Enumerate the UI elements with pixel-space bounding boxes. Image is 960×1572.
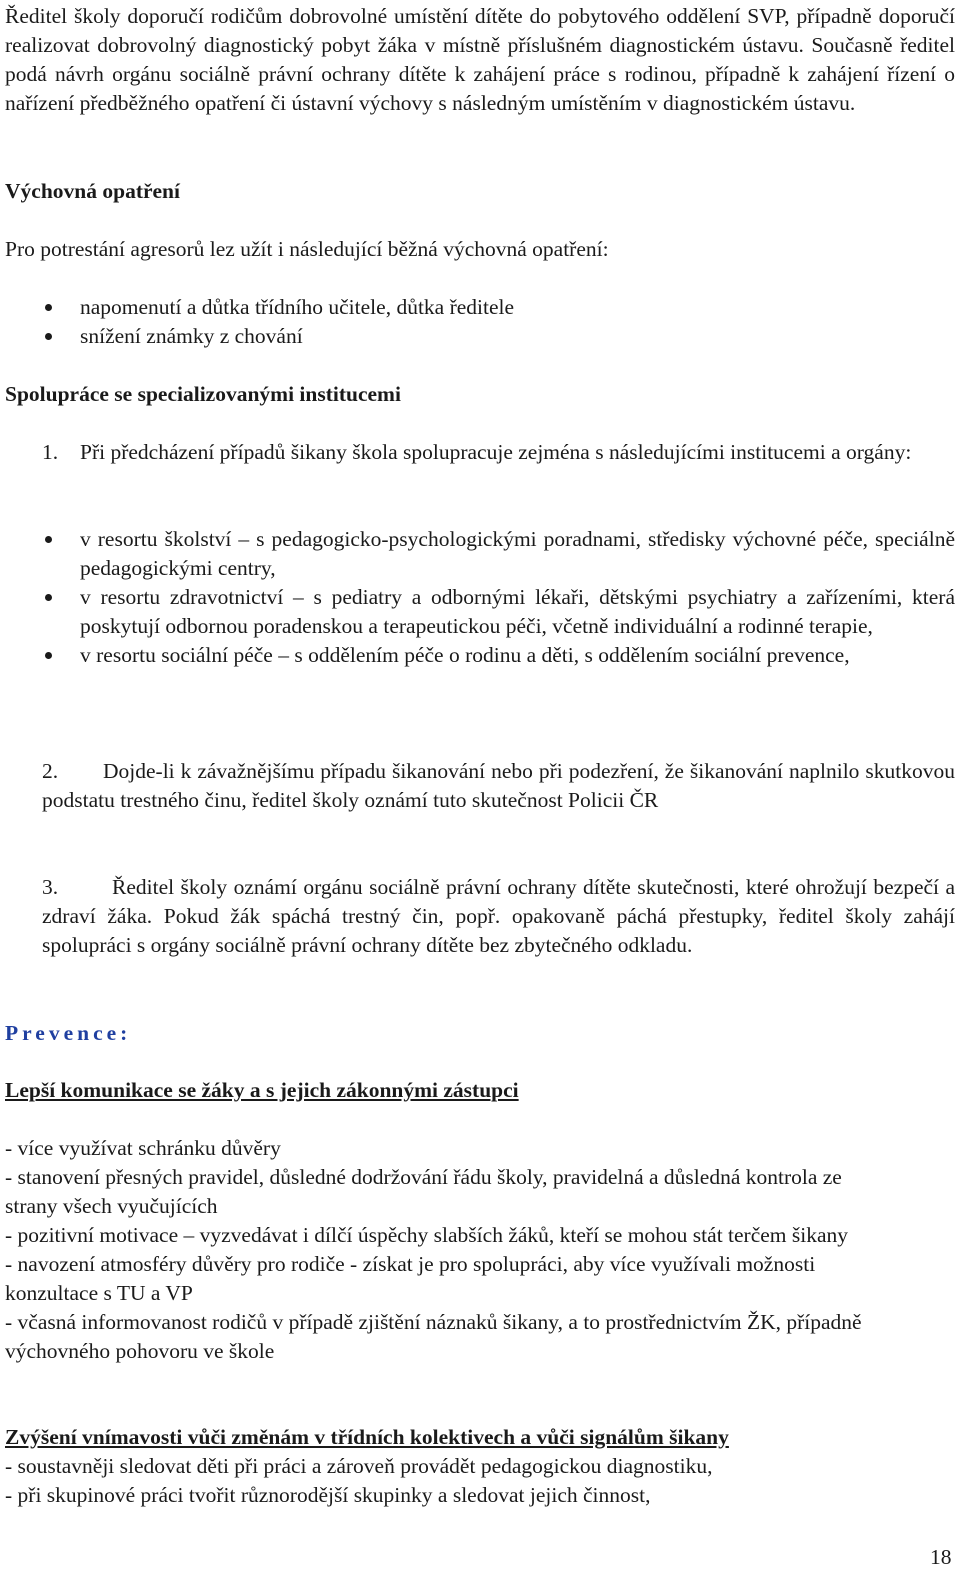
list-item: v resortu zdravotnictví – s pediatry a odbornými lékaři, dětskými psychiatry a zařízeními, která poskytují odbornou poradenskou a terapeutickou péči, včetně individuální a rodinné terapie, xyxy=(5,583,955,641)
bullet-icon xyxy=(45,333,52,340)
list-item: - navození atmosféry důvěry pro rodiče - získat je pro spolupráci, aby více využívali možnosti konzultace s TU a VP xyxy=(5,1252,816,1305)
list-item: v resortu školství – s pedagogicko-psychologickými poradnami, středisky výchovné péče, speciálně pedagogickými centry, xyxy=(5,525,955,583)
vychovna-list xyxy=(5,293,955,351)
numbered-point-1 xyxy=(42,438,955,467)
heading-prevence: Prevence: xyxy=(5,1021,132,1045)
bullet-icon xyxy=(45,304,52,311)
list-item: napomenutí a důtka třídního učitele, důtka ředitele xyxy=(5,293,955,322)
point-text: Ředitel školy oznámí orgánu sociálně právní ochrany dítěte skutečnosti, které ohrožují bezpečí a zdraví žáka. Pokud žák spáchá trestný čin, popř. opakovaně páchá přestupky, ředitel školy zahájí spolupráci s orgány sociálně právní ochrany dítěte bez zbytečného odkladu. xyxy=(42,875,955,957)
list-item: snížení známky z chování xyxy=(5,322,955,351)
list-item: - pozitivní motivace – vyzvedávat i dílčí úspěchy slabších žáků, kteří se mohou stát terčem šikany xyxy=(5,1223,849,1247)
list-item: - stanovení přesných pravidel, důsledné dodržování řádu školy, pravidelná a důsledná kontrola ze strany všech vyučujících xyxy=(5,1165,842,1218)
bullet-icon xyxy=(45,536,52,543)
point-text: Dojde-li k závažnějšímu případu šikanování nebo při podezření, že šikanování naplnilo skutkovou podstatu trestného činu, ředitel školy oznámí tuto skutečnost Policii ČR xyxy=(42,759,955,812)
heading-vychovna-opatreni: Výchovná opatření xyxy=(5,179,180,203)
point-number: 1. xyxy=(42,440,59,464)
numbered-point-2 xyxy=(42,757,955,815)
list-item: - více využívat schránku důvěry xyxy=(5,1136,281,1160)
point-number: 3. xyxy=(42,875,59,899)
list-item: - soustavněji sledovat děti při práci a zároveň provádět pedagogickou diagnostiku, xyxy=(5,1454,713,1478)
point-number: 2. xyxy=(42,759,59,783)
vnimavost-list xyxy=(5,1452,955,1510)
intro-paragraph: Ředitel školy doporučí rodičům dobrovolné umístění dítěte do pobytového oddělení SVP, případně doporučí realizovat dobrovolný diagnostický pobyt žáka v místně příslušném diagnostickém ústavu. Současně ředitel podá návrh orgánu sociálně právní ochrany dítěte k zahájení práce s rodinou, případně k zahájení řízení o nařízení předběžného opatření či ústavní výchovy s následným umístěním v diagnostickém ústavu. xyxy=(5,4,955,115)
bullet-icon xyxy=(45,652,52,659)
komunikace-list xyxy=(5,1134,875,1366)
list-item: - při skupinové práci tvořit různorodější skupinky a sledovat jejich činnost, xyxy=(5,1483,651,1507)
institutions-list xyxy=(5,525,955,670)
bullet-icon xyxy=(45,594,52,601)
list-item: v resortu sociální péče – s oddělením péče o rodinu a děti, s oddělením sociální prevence, xyxy=(5,641,955,670)
vychovna-intro-text: Pro potrestání agresorů lez užít i následující běžná výchovná opatření: xyxy=(5,237,609,261)
numbered-point-3 xyxy=(42,873,955,960)
heading-spoluprace: Spolupráce se specializovanými institucemi xyxy=(5,382,401,406)
point-text: Při předcházení případů šikany škola spolupracuje zejména s následujícími institucemi a orgány: xyxy=(80,440,912,464)
heading-komunikace: Lepší komunikace se žáky a s jejich zákonnými zástupci xyxy=(5,1078,519,1102)
list-item: - včasná informovanost rodičů v případě zjištění náznaků šikany, a to prostřednictvím ŽK, případně výchovného pohovoru ve škole xyxy=(5,1310,862,1363)
heading-vnimavost: Zvýšení vnímavosti vůči změnám v třídních kolektivech a vůči signálům šikany xyxy=(5,1425,729,1449)
page-number: 18 xyxy=(930,1545,952,1569)
